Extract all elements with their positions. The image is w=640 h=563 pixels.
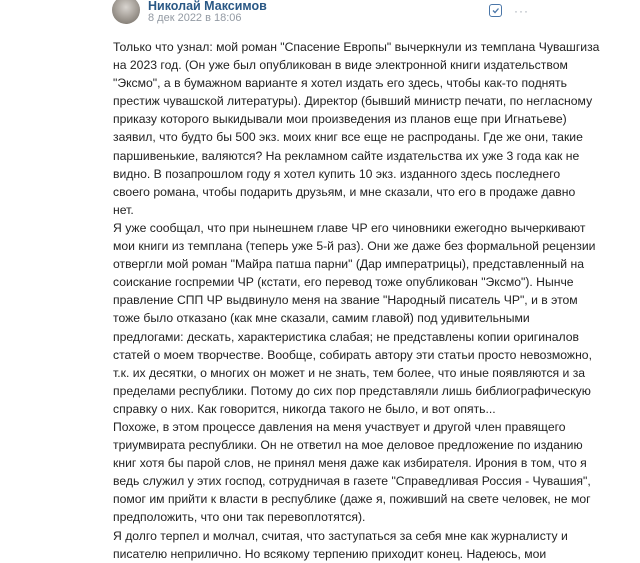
text-line: отвергли мой роман "Майра патша парни" (Дар императрицы), представленный на	[113, 257, 585, 272]
author-name[interactable]: Николай Максимов	[148, 0, 267, 13]
text-line: видно. В позапрошлом году я хотел купить 10 экз. изданного здесь последнего	[113, 166, 561, 181]
text-line: ведь служил у этих господ, сотрудничая в газете "Справедливая Россия - Чувашия",	[113, 474, 591, 489]
more-options-icon[interactable]: ···	[514, 4, 529, 18]
checkbox-icon[interactable]	[489, 4, 502, 17]
text-line: нет.	[113, 202, 134, 217]
post-text	[113, 38, 599, 563]
text-line: помог им прийти к власти в республике (даже я, поживший на свете человек, не мог	[113, 492, 591, 507]
text-line: триумвирата республики. Он не ответил на мое деловое предложение по изданию	[113, 438, 583, 453]
text-line: соискание госпремии ЧР (кстати, его перевод тоже опубликован "Эксмо"). Нынче	[113, 275, 574, 290]
text-line: писателю неприлично. Но всякому терпению приходит конец. Надеюсь, мои	[113, 546, 547, 561]
text-line: заявил, что будто бы 500 экз. моих книг все еще не распроданы. Где же они, такие	[113, 130, 583, 145]
text-line: правление СПП ЧР выдвинуло меня на звание "Народный писатель ЧР", и в этом	[113, 293, 578, 308]
text-line: приказу которого выкидывали мои произведения из планов еще при Игнатьеве)	[113, 112, 567, 127]
text-line: справку о них. Как говорится, никогда такого не было, и вот опять...	[113, 401, 496, 416]
text-line: престиж чувашской литературы). Директор (бывший министр печати, по негласному	[113, 94, 593, 109]
text-line: пределами республики. Потому до сих пор представляли лишь библиографическую	[113, 383, 591, 398]
text-line: паршивенькие, валяются? На рекламном сайте издательства их уже 3 года как не	[113, 148, 580, 163]
text-line: т.к. их десятки, о многих он может и не знать, тем более, что иные появляются и за	[113, 365, 586, 380]
text-line: тоже было отказано (как мне сказали, самим главой) под удивительными	[113, 311, 530, 326]
text-line: своего романа, чтобы подарить друзьям, и мне сказали, что его в продаже давно	[113, 184, 576, 199]
avatar[interactable]	[112, 0, 140, 24]
text-line: на 2023 год. (Он уже был опубликован в виде электронной книги издательством	[113, 58, 568, 73]
text-line: Только что узнал: мой роман "Спасение Европы" вычеркнули из темплана Чувашгиза	[113, 40, 600, 54]
text-line: статей о моем творчестве. Вообще, собирать автору эти статьи просто невозможно,	[113, 347, 592, 362]
text-line: Я долго терпел и молчал, считая, что заступаться за себя мне как журналисту и	[113, 528, 568, 543]
text-line: мои книги из темплана (теперь уже 5-й раз). Они же даже без формальной рецензии	[113, 239, 596, 254]
text-line: книг хотя бы парой слов, не принял меня даже как избирателя. Ирония в том, что я	[113, 456, 587, 471]
post-date[interactable]: 8 дек 2022 в 18:06	[148, 12, 242, 24]
text-line: Похоже, в этом процессе давления на меня участвует и другой член правящего	[113, 419, 566, 434]
text-line: предположить, что они так перевоплотятся).	[113, 510, 366, 525]
text-line: предлогами: дескать, характеристика слабая; не представлены копии оригиналов	[113, 329, 580, 344]
text-line: Я уже сообщал, что при нынешнем главе ЧР его чиновники ежегодно вычеркивают	[113, 220, 586, 235]
text-line: "Эксмо", а в бумажном варианте я хотел издать его здесь, чтобы как-то поднять	[113, 76, 567, 91]
